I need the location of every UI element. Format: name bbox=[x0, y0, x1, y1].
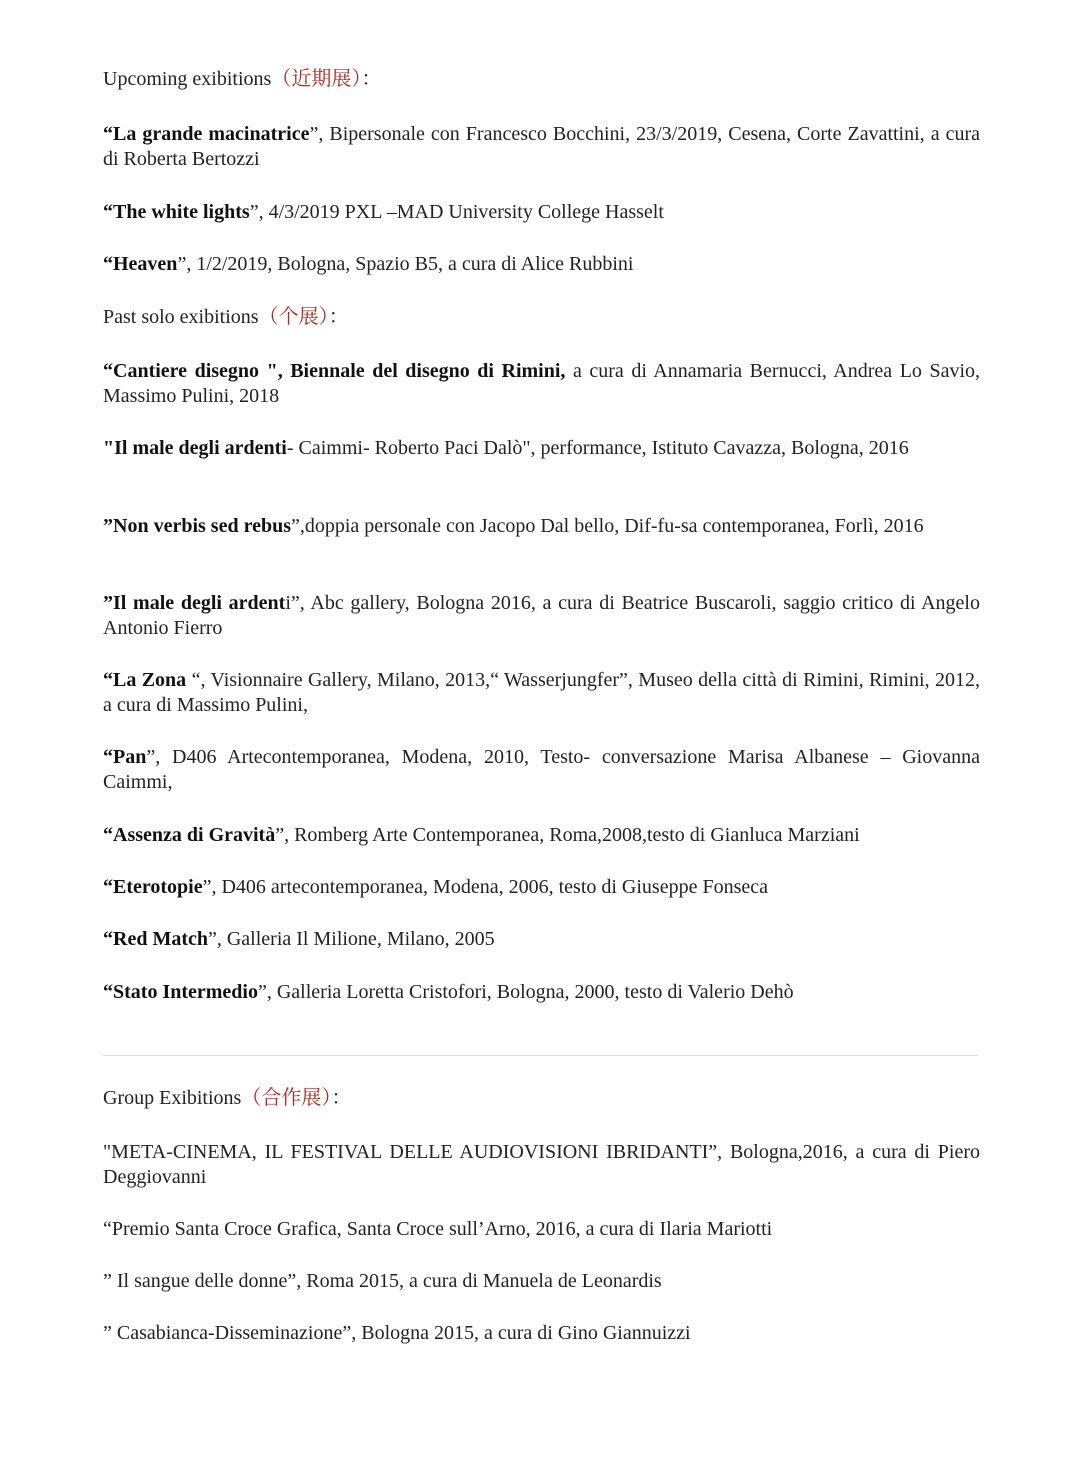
entry-details: ”, 1/2/2019, Bologna, Spazio B5, a cura di Alice Rubbini bbox=[177, 253, 634, 275]
entry-details: - Caimmi- Roberto Paci Dalò", performance, Istituto Cavazza, Bologna, 2016 bbox=[286, 437, 909, 459]
solo-entry bbox=[103, 668, 980, 718]
group-entry bbox=[103, 1321, 980, 1346]
solo-heading-cn: （个展） bbox=[258, 306, 329, 328]
solo-entry bbox=[103, 875, 980, 900]
group-heading bbox=[103, 1086, 351, 1111]
entry-title: “Pan bbox=[103, 746, 147, 768]
entry-details: ”, 4/3/2019 PXL –MAD University College Hasselt bbox=[249, 201, 664, 223]
solo-entry bbox=[103, 359, 980, 409]
group-entry bbox=[103, 1140, 980, 1190]
upcoming-heading bbox=[103, 67, 381, 92]
upcoming-heading-colon: ： bbox=[361, 68, 382, 90]
solo-entry bbox=[103, 745, 980, 795]
entry-title: “Stato Intermedio bbox=[103, 981, 258, 1003]
entry-details: "META-CINEMA, IL FESTIVAL DELLE AUDIOVISIONI IBRIDANTI”, Bologna,2016, a cura di Piero Deggiovanni bbox=[103, 1141, 980, 1188]
entry-details: ” Casabianca-Disseminazione”, Bologna 2015, a cura di Gino Giannuizzi bbox=[103, 1322, 691, 1344]
group-entry bbox=[103, 1217, 980, 1242]
upcoming-entry bbox=[103, 122, 980, 172]
solo-entry bbox=[103, 980, 980, 1005]
entry-title: “Eterotopie bbox=[103, 876, 203, 898]
section-divider bbox=[103, 1055, 978, 1056]
entry-title: “Red Match bbox=[103, 928, 208, 950]
entry-details: ”, Galleria Loretta Cristofori, Bologna, 2000, testo di Valerio Dehò bbox=[257, 981, 794, 1003]
entry-title: "Il male degli ardenti bbox=[103, 437, 287, 459]
entry-details: ”, D406 Artecontemporanea, Modena, 2010, Testo- conversazione Marisa Albanese – Giovanna Caimmi, bbox=[103, 746, 980, 793]
entry-title: “La grande macinatrice bbox=[103, 123, 310, 145]
entry-details: ”, Bipersonale con Francesco Bocchini, 23/3/2019, Cesena, Corte Zavattini, a cura di Roberta Bertozzi bbox=[103, 123, 980, 170]
entry-details: a cura di Annamaria Bernucci, Andrea Lo Savio, Massimo Pulini, 2018 bbox=[103, 360, 981, 407]
entry-title: ”Il male degli ardent bbox=[103, 592, 286, 614]
entry-details: ”, Romberg Arte Contemporanea, Roma,2008,testo di Gianluca Marziani bbox=[275, 824, 860, 846]
solo-entry bbox=[103, 927, 980, 952]
entry-details: “, Visionnaire Gallery, Milano, 2013,“ Wasserjungfer”, Museo della città di Rimini, Rimini, 2012, a cura di Massimo Pulini, bbox=[103, 669, 980, 716]
entry-details: i”, Abc gallery, Bologna 2016, a cura di Beatrice Buscaroli, saggio critico di Angelo Antonio Fierro bbox=[103, 592, 980, 639]
solo-entry bbox=[103, 436, 980, 461]
upcoming-heading-cn: （近期展） bbox=[271, 68, 362, 90]
entry-details: ” Il sangue delle donne”, Roma 2015, a cura di Manuela de Leonardis bbox=[103, 1270, 662, 1292]
solo-entry bbox=[103, 823, 980, 848]
entry-title: “Heaven bbox=[103, 253, 178, 275]
entry-details: ”,doppia personale con Jacopo Dal bello, Dif-fu-sa contemporanea, Forlì, 2016 bbox=[291, 515, 924, 537]
solo-heading bbox=[103, 305, 349, 330]
entry-title: “Assenza di Gravità bbox=[103, 824, 276, 846]
group-heading-cn: （合作展） bbox=[241, 1087, 332, 1109]
solo-entry bbox=[103, 514, 980, 539]
entry-title: “La Zona bbox=[103, 669, 192, 691]
upcoming-entry bbox=[103, 200, 980, 225]
entry-title: ”Non verbis sed rebus bbox=[103, 515, 291, 537]
solo-entry bbox=[103, 591, 980, 641]
entry-details: “Premio Santa Croce Grafica, Santa Croce sull’Arno, 2016, a cura di Ilaria Mariotti bbox=[103, 1218, 773, 1240]
entry-title: “Cantiere disegno ", Biennale del disegno di Rimini, bbox=[103, 360, 566, 382]
group-heading-colon: ： bbox=[331, 1087, 352, 1109]
solo-heading-colon: ： bbox=[328, 306, 349, 328]
entry-title: “The white lights bbox=[103, 201, 250, 223]
upcoming-entry bbox=[103, 252, 980, 277]
group-heading-label: Group Exibitions bbox=[103, 1087, 242, 1109]
group-entry bbox=[103, 1269, 980, 1294]
upcoming-heading-label: Upcoming exibitions bbox=[103, 68, 272, 90]
solo-heading-label: Past solo exibitions bbox=[103, 306, 259, 328]
entry-details: ”, Galleria Il Milione, Milano, 2005 bbox=[207, 928, 495, 950]
entry-details: ”, D406 artecontemporanea, Modena, 2006, testo di Giuseppe Fonseca bbox=[202, 876, 768, 898]
